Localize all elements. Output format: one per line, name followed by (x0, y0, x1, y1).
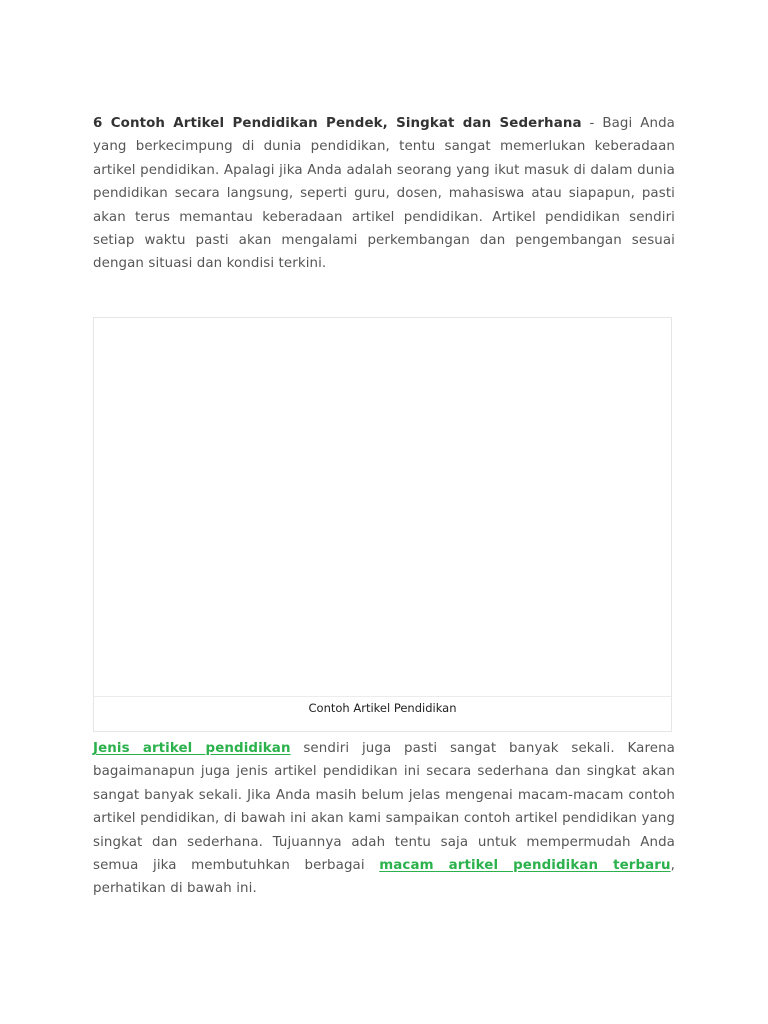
figure-image-placeholder (94, 318, 671, 697)
article-title: 6 Contoh Artikel Pendidikan Pendek, Singkat dan Sederhana (93, 116, 582, 131)
jenis-artikel-link[interactable]: Jenis artikel pendidikan (93, 741, 291, 756)
body-text-2: , perhatikan di bawah ini. (93, 858, 675, 897)
article-figure (93, 317, 672, 732)
body-text-1: sendiri juga pasti sangat banyak sekali. Karena bagaimanapun juga jenis artikel pendidikan ini secara sederhana dan singkat akan sangat banyak sekali. Jika Anda masih belum jelas mengenai macam-macam contoh artikel pendidikan, di bawah ini akan kami sampaikan contoh artikel pendidikan yang singkat dan sederhana. Tujuannya adah tentu saja untuk mempermudah Anda semua jika membutuhkan berbagai (93, 741, 675, 874)
figure-caption: Contoh Artikel Pendidikan (308, 701, 457, 715)
intro-paragraph (93, 112, 675, 276)
intro-section (93, 112, 675, 276)
body-section (93, 737, 675, 901)
intro-text: Bagi Anda yang berkecimpung di dunia pendidikan, tentu sangat memerlukan keberadaan artikel pendidikan. Apalagi jika Anda adalah seorang yang ikut masuk di dalam dunia pendidikan secara langsung, seperti guru, dosen, mahasiswa atau siapapun, pasti akan terus memantau keberadaan artikel pendidikan. Artikel pendidikan sendiri setiap waktu pasti akan mengalami perkembangan dan pengembangan sesuai dengan situasi dan kondisi terkini. (93, 116, 675, 272)
title-separator: - (581, 116, 603, 131)
body-paragraph (93, 737, 675, 901)
macam-artikel-link[interactable]: macam artikel pendidikan terbaru (379, 858, 671, 874)
